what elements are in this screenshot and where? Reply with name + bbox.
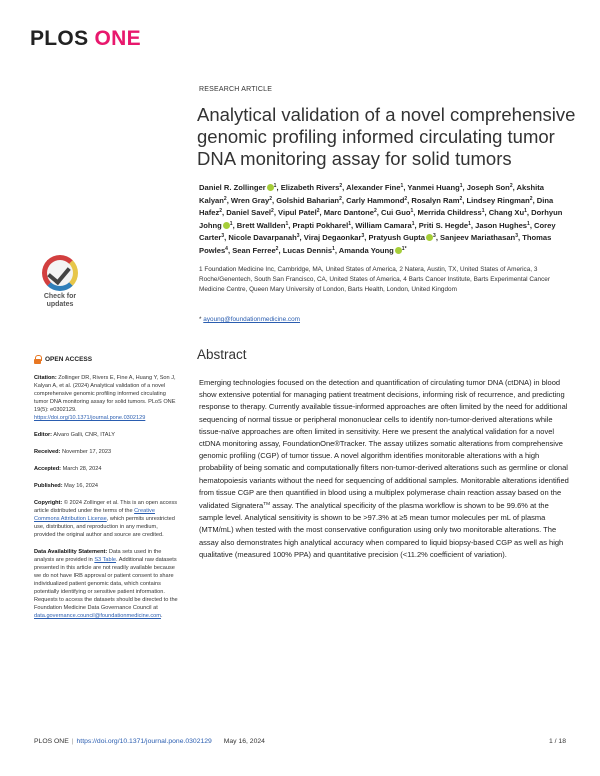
logo-one: ONE [94,27,141,50]
author-name-text: Sean Ferree [232,245,276,255]
author-affiliation-sup: 2 [373,208,377,214]
author-name-text: Marc Dantone [323,208,374,217]
author-affiliation-sup: 1 [285,220,289,227]
author-affiliation-sup: 2 [275,245,279,252]
article-info-sidebar [34,355,179,629]
orcid-icon[interactable] [267,184,274,191]
author-name-text: Joseph Son [466,183,510,192]
author-name-text: William Camara [355,220,412,230]
license-link[interactable]: Creative Commons Attribution License [34,508,155,522]
author-name[interactable] [355,221,414,230]
author-name[interactable] [324,208,377,217]
author-affiliation-sup: 3 [433,233,436,239]
abstract-heading: Abstract [197,347,247,362]
author-affiliation-sup: 2 [223,195,227,202]
copyright-block [34,499,179,539]
footer-separator: | [71,738,74,745]
author-name-text: Vipul Patel [278,208,317,217]
author-affiliation-sup: 3 [361,233,365,239]
author-affiliation-sup: 2 [339,183,343,189]
corresponding-email [199,316,300,323]
author-affiliation-sup: 1* [401,245,407,252]
author-name[interactable] [228,233,299,242]
author-affiliation-sup: 3 [296,233,300,239]
email-link[interactable]: ayoung@foundationmedicine.com [203,316,300,323]
author-name-text: Viraj Degaonkar [303,233,362,242]
page-number: 1 / 18 [548,738,566,745]
citation-block [34,374,179,422]
data-availability-block [34,548,179,620]
author-affiliation-sup: 1 [459,183,463,189]
author-affiliation-sup: 2 [339,195,342,202]
received-label: Received: [34,449,61,455]
open-lock-icon [34,355,41,364]
author-affiliation-sup: 3 [221,233,225,239]
author-name[interactable] [292,221,351,230]
author-affiliation-sup: 2 [271,208,274,214]
author-name[interactable] [467,183,513,192]
received-block [34,448,179,456]
author-affiliation-sup: 1 [348,220,351,227]
author-name-text: Daniel Savel [226,208,272,217]
published-date: May 16, 2024 [62,483,99,489]
author-name[interactable] [346,196,407,205]
copyright-text-end: , which permits unrestricted use, distribution, and reproduction in any medium, provided the original author and source are credited. [34,516,175,538]
author-name-text: Elizabeth Rivers [280,183,340,192]
author-name[interactable] [304,233,364,242]
author-name-text: Rosalyn Ram [411,195,460,205]
author-name-text: Prapti Pokharel [292,220,349,230]
logo-plos: PLOS [30,27,89,50]
author-name-text: Amanda Young [338,245,394,255]
data-availability-text-end: . [160,613,163,619]
author-name-text: Brett Wallden [236,220,286,230]
email-prefix: * [199,316,204,323]
author-name[interactable] [475,221,530,230]
affiliations: 1 Foundation Medicine Inc, Cambridge, MA, United States of America, 2 Natera, Austin, TX, United States of America, 3 Roche/Genentech, South San Francisco, CA, United States of America, 4 Barts Cancer Institute, Barts Experimental Cancer Medicine Centre, Queen Mary University of London, Barts Health, London, United Kingdom [199,266,550,293]
author-name[interactable] [418,208,485,217]
author-name[interactable] [489,208,527,217]
author-affiliation-sup: 2 [404,195,408,202]
open-access-badge [34,355,179,364]
abstract-text-part1: Emerging technologies focused on the detection and quantification of circulating tumor DNA (ctDNA) in blood show extensive potential for managing patient treatment decisions, informing risk of recurrence, and predicting response to therapy. Currently available tissue-informed approaches are often limited by the need for additional sequencing of normal tissue or peripheral mononuclear cells to identify non-tumor-derived alterations while tissue-naïve approaches are often limited in sensitivity. Here we present the analytical validation for a novel ctDNA monitoring assay, FoundationOne®Tracker. The assay utilizes somatic alterations from comprehensive genomic profiling (CGP) of tumor tissue. A novel algorithm identifies monitorable alterations with a high probability of being somatic and computationally filters non-tumor-derived alterations such as germline or clonal hematopoiesis variants without the need for sequencing of additional samples. Monitorable alterations identified from tissue CGP are then quantified in blood using a multiplex polymerase chain reaction assay based on the validated Signatera [199,378,569,511]
author-affiliation-sup: 1 [400,183,404,189]
data-availability-text-2: . Additional raw datasets presented in this article are not readily available because we do not have IRB approval or patient consent to share individualized patient genomic data, which contains potentially identifying or sensitive patient information. Requests to access the datasets should be directed to the Foundation Medicine Data Governance Council at [34,557,178,611]
author-affiliation-sup: 2 [509,183,513,189]
author-name-text: Golshid Baharian [276,195,340,205]
author-affiliation-sup: 2 [316,208,320,214]
citation-text: Zollinger DR, Rivers E, Fine A, Huang Y, Son J, Kalyan A, et al. (2024) Analytical validation of a novel comprehensive genomic profiling informed circulating tumor DNA monitoring assay for solid tumors. PLoS ONE 19(5): e0302129. [34,375,176,413]
author-name-text: Alexander Fine [346,183,401,192]
author-affiliation-sup: 2 [529,195,533,202]
open-access-label: OPEN ACCESS [45,355,93,363]
editor-label: Editor: [34,432,53,438]
author-name[interactable] [281,183,342,192]
editor-text: Alvaro Galli, CNR, ITALY [52,432,115,438]
journal-logo[interactable] [30,27,141,51]
author-affiliation-sup: 2 [219,208,223,214]
author-name-text: Carly Hammond [346,195,405,205]
author-name[interactable] [199,183,276,192]
author-affiliation-sup: 1 [411,220,415,227]
author-name[interactable] [381,208,413,217]
author-affiliation-sup: 3 [515,233,518,239]
page-footer [34,738,566,745]
author-name-text: Merrida Childress [417,208,482,217]
author-name[interactable] [231,196,272,205]
s3-table-link[interactable]: S3 Table [94,557,116,563]
orcid-icon[interactable] [395,247,402,254]
orcid-icon[interactable] [426,234,433,241]
author-affiliation-sup: 4 [225,245,228,252]
author-name[interactable] [440,233,518,242]
editor-block [34,431,179,439]
author-name-text: Chang Xu [488,208,525,217]
author-name-text: Nicole Davarpanah [228,233,297,242]
citation-label: Citation: [34,375,57,381]
author-affiliation-sup: 1 [524,208,527,214]
accepted-block [34,465,179,473]
author-name[interactable] [283,246,335,255]
author-name[interactable] [278,208,319,217]
published-label: Published: [34,483,63,489]
author-affiliation-sup: 1 [481,208,485,214]
author-name[interactable] [407,183,462,192]
copyright-text: © 2024 Zollinger et al. This is an open access article distributed under the terms of the [34,500,177,514]
published-block [34,482,179,490]
author-name-text: Akshita Kalyan [199,183,544,205]
author-affiliation-sup: 1 [332,245,335,252]
author-name[interactable] [466,196,532,205]
author-name-text: Dina Hafez [199,195,554,217]
footer-doi-link[interactable]: https://doi.org/10.1371/journal.pone.0302129 [76,738,212,745]
received-date: November 17, 2023 [60,449,112,455]
author-name-text: Thomas Powles [199,233,552,255]
author-name-text: Cui Guo [380,208,411,217]
author-name[interactable] [419,221,471,230]
author-name-text: Yanmei Huang [407,183,460,192]
data-governance-email-link[interactable]: data.governance.council@foundationmedicine.com [34,613,161,619]
footer-journal: PLOS ONE [34,738,69,745]
author-affiliation-sup: 2 [459,195,463,202]
footer-date: May 16, 2024 [223,738,265,745]
author-name-text: Lucas Dennis [282,245,333,255]
copyright-label: Copyright: [34,500,63,506]
author-name[interactable] [232,246,278,255]
author-list: Daniel R. Zollinger $^1$, Elizabeth Rivers$^2$, Alexander Fine$^1$, Yanmei Huang$^1$, Joseph Son$^2$, Akshita Kalyan$^2$, Wren Gray$^2$, Golshid Baharian$^2$, Carly Hammond$^2$, Rosalyn Ram$^2$, Lindsey Ringman$^2$, Dina Hafez$^2$, Daniel Savel$^2$, Vipul Patel$^2$, Marc Dantone$^2$, Cui Guo$^1$, Merrida Childress$^1$, Chang Xu$^1$, Dorhyun Johng $^1$, Brett Wallden$^1$, Prapti Pokharel$^1$, William Camara$^1$, Priti S. Hegde$^1$, Jason Hughes$^1$, Corey Carter$^3$, Nicole Davarpanah$^3$, Viraj Degaonkar$^3$, Pratyush Gupta $^3$, Sanjeev Mariathasan$^3$, Thomas Powles$^4$, Sean Ferree$^2$, Lucas Dennis$^1$, Amanda Young $^{1*}$ [199,183,563,255]
article-title: Analytical validation of a novel comprehensive genomic profiling informed circulating tumor DNA monitoring assay for solid tumors [197,104,576,169]
check-for-updates-badge[interactable] [34,255,86,313]
author-name[interactable] [339,246,407,255]
author-affiliation-sup: 1 [527,220,530,227]
abstract-text-part2: assay. The analytical specificity of the plasma workflow is shown to be 99.6% at the sample level. Analytical sensitivity is shown to be >97.3% at ≥5 mean tumor molecules per mL of plasma (MTM/mL) when tested with the most conservative configuration using only two monitorable alterations. The assay also demonstrates high analytical accuracy when compared to liquid biopsy-based CGP as well as high qualitative (measured 100% PPA) and quantitative precision (<11.2% coefficient of variation). [199,501,564,559]
accepted-label: Accepted: [34,466,62,472]
author-affiliation-sup: 2 [269,195,272,202]
author-name-text: Lindsey Ringman [466,195,530,205]
article-type: RESEARCH ARTICLE [199,86,273,93]
author-affiliation-sup: 1 [229,220,233,227]
author-affiliation-sup: 1 [273,183,277,189]
author-affiliation-sup: 1 [468,220,471,227]
author-name-text: Corey Carter [199,220,556,242]
orcid-icon[interactable] [223,222,230,229]
abstract-text [199,377,574,561]
author-name-text: Daniel R. Zollinger [199,183,266,192]
citation-doi-link[interactable]: https://doi.org/10.1371/journal.pone.0302129 [34,415,146,421]
author-name[interactable] [368,233,435,242]
author-name[interactable] [346,183,403,192]
author-name[interactable] [411,196,462,205]
author-name-text: Dorhyun Johng [199,208,563,230]
author-name[interactable] [237,221,288,230]
check-updates-label: Check for updates [43,293,77,308]
author-name-text: Pratyush Gupta [368,233,426,242]
author-name-text: Sanjeev Mariathasan [440,233,516,242]
accepted-date: March 28, 2024 [61,466,102,472]
author-name-text: Wren Gray [230,195,270,205]
data-availability-text: Data sets used in the analysis are provided in [34,549,162,563]
data-availability-label: Data Availability Statement: [34,549,108,555]
check-updates-icon [42,255,78,291]
trademark-sup: TM [263,502,271,508]
author-name[interactable] [226,208,274,217]
author-name[interactable] [276,196,342,205]
author-affiliation-sup: 1 [410,208,414,214]
author-name-text: Priti S. Hegde [418,220,469,230]
author-name-text: Jason Hughes [475,220,528,230]
